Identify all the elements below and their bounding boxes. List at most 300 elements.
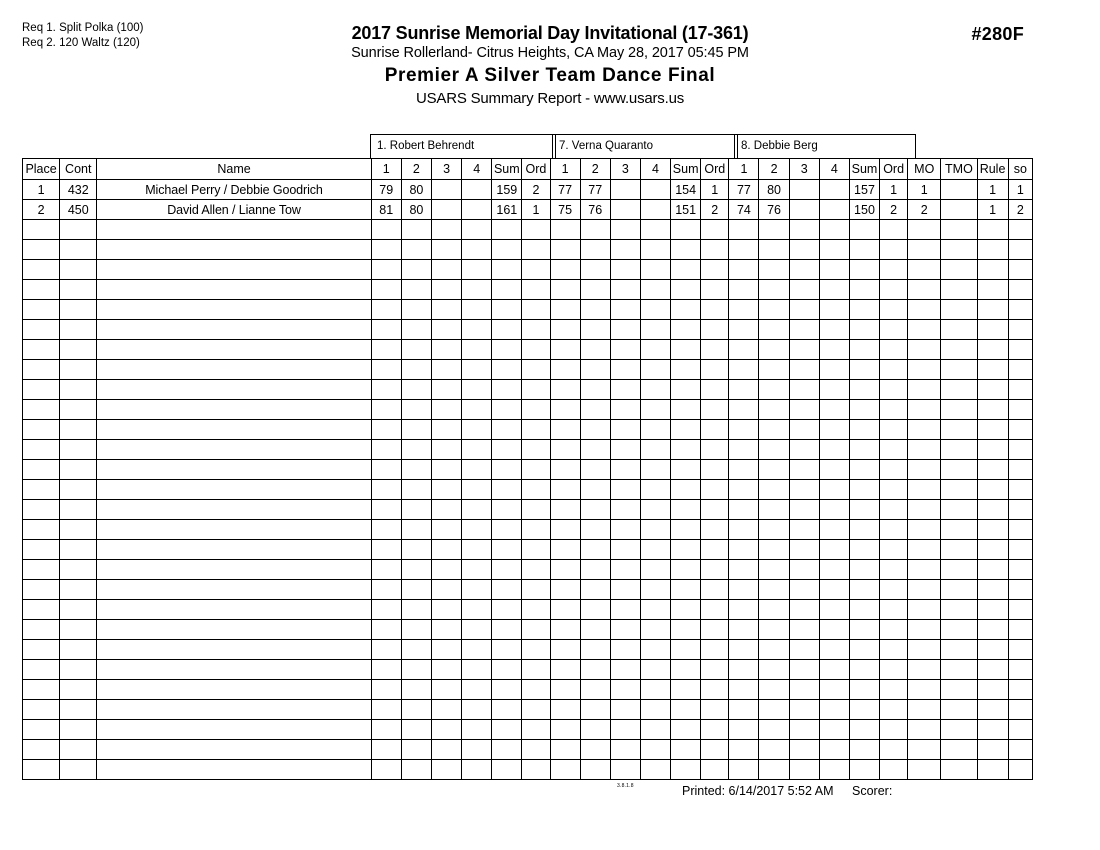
cell-empty[interactable]: [23, 260, 60, 280]
cell-empty[interactable]: [849, 480, 879, 500]
cell-empty[interactable]: [371, 480, 401, 500]
cell-empty[interactable]: [880, 700, 908, 720]
cell-empty[interactable]: [729, 660, 759, 680]
cell-empty[interactable]: [462, 340, 492, 360]
cell-empty[interactable]: [729, 320, 759, 340]
cell-empty[interactable]: [550, 300, 580, 320]
cell-empty[interactable]: [371, 580, 401, 600]
cell-empty[interactable]: [849, 400, 879, 420]
cell-empty[interactable]: [640, 540, 670, 560]
cell-judge1-score-3[interactable]: [431, 200, 461, 220]
cell-empty[interactable]: [371, 300, 401, 320]
cell-empty[interactable]: [640, 360, 670, 380]
cell-empty[interactable]: [908, 760, 941, 780]
cell-empty[interactable]: [371, 660, 401, 680]
cell-empty[interactable]: [880, 280, 908, 300]
cell-empty[interactable]: [977, 240, 1008, 260]
cell-empty[interactable]: [522, 280, 550, 300]
cell-empty[interactable]: [431, 260, 461, 280]
cell-empty[interactable]: [789, 680, 819, 700]
cell-empty[interactable]: [701, 740, 729, 760]
cell-empty[interactable]: [1008, 380, 1032, 400]
cell-empty[interactable]: [908, 280, 941, 300]
cell-empty[interactable]: [789, 580, 819, 600]
cell-empty[interactable]: [431, 400, 461, 420]
cell-empty[interactable]: [610, 560, 640, 580]
cell-empty[interactable]: [729, 720, 759, 740]
cell-empty[interactable]: [640, 460, 670, 480]
cell-empty[interactable]: [522, 620, 550, 640]
cell-judge2-score-1[interactable]: 77: [550, 180, 580, 200]
cell-empty[interactable]: [819, 440, 849, 460]
cell-empty[interactable]: [908, 300, 941, 320]
cell-judge2-score-3[interactable]: [610, 180, 640, 200]
cell-empty[interactable]: [640, 560, 670, 580]
cell-empty[interactable]: [819, 500, 849, 520]
cell-empty[interactable]: [580, 500, 610, 520]
cell-empty[interactable]: [550, 720, 580, 740]
cell-empty[interactable]: [977, 440, 1008, 460]
cell-empty[interactable]: [941, 560, 977, 580]
cell-empty[interactable]: [60, 560, 97, 580]
cell-empty[interactable]: [23, 420, 60, 440]
cell-empty[interactable]: [819, 240, 849, 260]
cell-empty[interactable]: [640, 760, 670, 780]
cell-empty[interactable]: [580, 740, 610, 760]
cell-empty[interactable]: [977, 660, 1008, 680]
cell-empty[interactable]: [23, 760, 60, 780]
cell-empty[interactable]: [1008, 480, 1032, 500]
cell-empty[interactable]: [880, 760, 908, 780]
cell-empty[interactable]: [640, 680, 670, 700]
cell-empty[interactable]: [1008, 740, 1032, 760]
cell-empty[interactable]: [610, 460, 640, 480]
cell-empty[interactable]: [819, 360, 849, 380]
cell-empty[interactable]: [759, 440, 789, 460]
cell-empty[interactable]: [671, 340, 701, 360]
cell-empty[interactable]: [1008, 460, 1032, 480]
cell-empty[interactable]: [522, 600, 550, 620]
cell-empty[interactable]: [401, 440, 431, 460]
cell-empty[interactable]: [819, 660, 849, 680]
cell-empty[interactable]: [819, 580, 849, 600]
cell-judge1-score-2[interactable]: 80: [401, 200, 431, 220]
cell-empty[interactable]: [941, 700, 977, 720]
cell-empty[interactable]: [580, 540, 610, 560]
cell-empty[interactable]: [640, 280, 670, 300]
cell-empty[interactable]: [60, 340, 97, 360]
cell-empty[interactable]: [729, 260, 759, 280]
cell-empty[interactable]: [580, 260, 610, 280]
cell-empty[interactable]: [819, 600, 849, 620]
cell-empty[interactable]: [522, 660, 550, 680]
cell-empty[interactable]: [462, 680, 492, 700]
cell-empty[interactable]: [462, 600, 492, 620]
cell-empty[interactable]: [23, 440, 60, 460]
cell-empty[interactable]: [759, 340, 789, 360]
cell-empty[interactable]: [941, 620, 977, 640]
cell-empty[interactable]: [759, 320, 789, 340]
cell-judge1-score-1[interactable]: 81: [371, 200, 401, 220]
cell-empty[interactable]: [759, 680, 789, 700]
cell-empty[interactable]: [671, 420, 701, 440]
cell-empty[interactable]: [941, 280, 977, 300]
cell-empty[interactable]: [522, 480, 550, 500]
cell-empty[interactable]: [849, 220, 879, 240]
cell-empty[interactable]: [977, 560, 1008, 580]
cell-empty[interactable]: [819, 260, 849, 280]
cell-empty[interactable]: [701, 460, 729, 480]
cell-empty[interactable]: [701, 420, 729, 440]
cell-empty[interactable]: [908, 480, 941, 500]
cell-empty[interactable]: [880, 340, 908, 360]
cell-empty[interactable]: [789, 300, 819, 320]
cell-empty[interactable]: [1008, 440, 1032, 460]
cell-empty[interactable]: [431, 300, 461, 320]
cell-empty[interactable]: [550, 360, 580, 380]
cell-empty[interactable]: [23, 320, 60, 340]
cell-empty[interactable]: [701, 640, 729, 660]
cell-judge1-score-3[interactable]: [431, 180, 461, 200]
cell-empty[interactable]: [880, 620, 908, 640]
cell-empty[interactable]: [401, 240, 431, 260]
cell-empty[interactable]: [880, 420, 908, 440]
cell-empty[interactable]: [640, 220, 670, 240]
cell-empty[interactable]: [729, 500, 759, 520]
cell-empty[interactable]: [462, 460, 492, 480]
cell-empty[interactable]: [23, 220, 60, 240]
cell-empty[interactable]: [610, 280, 640, 300]
cell-empty[interactable]: [1008, 280, 1032, 300]
cell-empty[interactable]: [849, 260, 879, 280]
cell-empty[interactable]: [492, 300, 522, 320]
cell-empty[interactable]: [819, 560, 849, 580]
cell-empty[interactable]: [671, 620, 701, 640]
cell-empty[interactable]: [431, 480, 461, 500]
cell-empty[interactable]: [462, 760, 492, 780]
cell-empty[interactable]: [550, 520, 580, 540]
cell-empty[interactable]: [941, 480, 977, 500]
cell-empty[interactable]: [729, 580, 759, 600]
cell-empty[interactable]: [60, 220, 97, 240]
cell-empty[interactable]: [522, 720, 550, 740]
cell-empty[interactable]: [701, 380, 729, 400]
cell-empty[interactable]: [401, 360, 431, 380]
cell-empty[interactable]: [550, 580, 580, 600]
cell-empty[interactable]: [941, 440, 977, 460]
cell-empty[interactable]: [977, 680, 1008, 700]
cell-empty[interactable]: [941, 320, 977, 340]
cell-empty[interactable]: [462, 640, 492, 660]
cell-empty[interactable]: [941, 500, 977, 520]
cell-empty[interactable]: [401, 660, 431, 680]
cell-empty[interactable]: [880, 560, 908, 580]
cell-judge2-score-1[interactable]: 75: [550, 200, 580, 220]
cell-empty[interactable]: [701, 300, 729, 320]
cell-empty[interactable]: [789, 260, 819, 280]
cell-judge3-score-3[interactable]: [789, 180, 819, 200]
cell-empty[interactable]: [60, 240, 97, 260]
cell-empty[interactable]: [880, 600, 908, 620]
cell-empty[interactable]: [701, 220, 729, 240]
cell-empty[interactable]: [908, 660, 941, 680]
cell-empty[interactable]: [610, 220, 640, 240]
cell-empty[interactable]: [880, 260, 908, 280]
cell-empty[interactable]: [60, 600, 97, 620]
cell-empty[interactable]: [908, 500, 941, 520]
cell-empty[interactable]: [880, 480, 908, 500]
cell-empty[interactable]: [23, 620, 60, 640]
cell-empty[interactable]: [849, 660, 879, 680]
cell-empty[interactable]: [97, 680, 371, 700]
cell-empty[interactable]: [880, 540, 908, 560]
cell-empty[interactable]: [371, 680, 401, 700]
cell-empty[interactable]: [492, 700, 522, 720]
cell-empty[interactable]: [640, 500, 670, 520]
cell-empty[interactable]: [431, 240, 461, 260]
cell-empty[interactable]: [671, 720, 701, 740]
cell-empty[interactable]: [819, 620, 849, 640]
cell-empty[interactable]: [610, 620, 640, 640]
cell-empty[interactable]: [977, 360, 1008, 380]
cell-empty[interactable]: [908, 380, 941, 400]
cell-judge2-score-2[interactable]: 77: [580, 180, 610, 200]
cell-empty[interactable]: [849, 700, 879, 720]
cell-empty[interactable]: [977, 380, 1008, 400]
cell-empty[interactable]: [23, 720, 60, 740]
cell-empty[interactable]: [462, 420, 492, 440]
cell-empty[interactable]: [1008, 660, 1032, 680]
cell-empty[interactable]: [371, 500, 401, 520]
cell-empty[interactable]: [977, 760, 1008, 780]
cell-empty[interactable]: [849, 580, 879, 600]
cell-empty[interactable]: [849, 360, 879, 380]
cell-empty[interactable]: [819, 220, 849, 240]
cell-empty[interactable]: [880, 500, 908, 520]
cell-empty[interactable]: [23, 520, 60, 540]
cell-empty[interactable]: [729, 620, 759, 640]
cell-empty[interactable]: [908, 460, 941, 480]
cell-empty[interactable]: [610, 660, 640, 680]
cell-empty[interactable]: [1008, 720, 1032, 740]
cell-empty[interactable]: [97, 400, 371, 420]
cell-empty[interactable]: [880, 720, 908, 740]
cell-empty[interactable]: [371, 320, 401, 340]
cell-empty[interactable]: [729, 560, 759, 580]
cell-empty[interactable]: [401, 580, 431, 600]
cell-empty[interactable]: [941, 340, 977, 360]
cell-empty[interactable]: [880, 400, 908, 420]
cell-empty[interactable]: [1008, 500, 1032, 520]
cell-empty[interactable]: [729, 220, 759, 240]
cell-empty[interactable]: [97, 720, 371, 740]
cell-empty[interactable]: [431, 660, 461, 680]
cell-empty[interactable]: [908, 720, 941, 740]
cell-empty[interactable]: [97, 220, 371, 240]
cell-empty[interactable]: [819, 680, 849, 700]
cell-empty[interactable]: [880, 680, 908, 700]
cell-empty[interactable]: [522, 420, 550, 440]
cell-judge3-score-4[interactable]: [819, 180, 849, 200]
cell-empty[interactable]: [431, 540, 461, 560]
cell-empty[interactable]: [977, 700, 1008, 720]
cell-empty[interactable]: [550, 320, 580, 340]
cell-empty[interactable]: [701, 480, 729, 500]
cell-empty[interactable]: [522, 340, 550, 360]
cell-empty[interactable]: [401, 720, 431, 740]
cell-empty[interactable]: [492, 620, 522, 640]
cell-empty[interactable]: [671, 380, 701, 400]
cell-empty[interactable]: [701, 440, 729, 460]
cell-empty[interactable]: [977, 420, 1008, 440]
cell-empty[interactable]: [671, 640, 701, 660]
cell-empty[interactable]: [789, 480, 819, 500]
cell-empty[interactable]: [729, 360, 759, 380]
cell-empty[interactable]: [701, 320, 729, 340]
cell-empty[interactable]: [671, 440, 701, 460]
cell-empty[interactable]: [908, 680, 941, 700]
cell-empty[interactable]: [759, 700, 789, 720]
cell-empty[interactable]: [371, 380, 401, 400]
cell-empty[interactable]: [401, 280, 431, 300]
cell-empty[interactable]: [729, 740, 759, 760]
cell-empty[interactable]: [431, 500, 461, 520]
cell-empty[interactable]: [97, 340, 371, 360]
cell-empty[interactable]: [580, 620, 610, 640]
cell-empty[interactable]: [789, 560, 819, 580]
cell-empty[interactable]: [819, 340, 849, 360]
cell-empty[interactable]: [977, 600, 1008, 620]
cell-empty[interactable]: [977, 620, 1008, 640]
cell-empty[interactable]: [522, 580, 550, 600]
cell-empty[interactable]: [759, 580, 789, 600]
cell-empty[interactable]: [550, 560, 580, 580]
cell-judge2-score-3[interactable]: [610, 200, 640, 220]
cell-empty[interactable]: [671, 240, 701, 260]
cell-empty[interactable]: [580, 280, 610, 300]
cell-empty[interactable]: [1008, 320, 1032, 340]
cell-empty[interactable]: [462, 380, 492, 400]
cell-empty[interactable]: [462, 520, 492, 540]
cell-empty[interactable]: [729, 380, 759, 400]
cell-empty[interactable]: [401, 520, 431, 540]
cell-empty[interactable]: [671, 260, 701, 280]
cell-empty[interactable]: [401, 400, 431, 420]
cell-empty[interactable]: [789, 740, 819, 760]
cell-empty[interactable]: [729, 600, 759, 620]
cell-empty[interactable]: [492, 680, 522, 700]
cell-empty[interactable]: [729, 400, 759, 420]
cell-empty[interactable]: [431, 740, 461, 760]
cell-empty[interactable]: [23, 580, 60, 600]
cell-empty[interactable]: [60, 480, 97, 500]
cell-empty[interactable]: [23, 680, 60, 700]
cell-empty[interactable]: [401, 300, 431, 320]
cell-empty[interactable]: [23, 360, 60, 380]
cell-empty[interactable]: [550, 540, 580, 560]
cell-empty[interactable]: [60, 540, 97, 560]
cell-empty[interactable]: [640, 320, 670, 340]
cell-empty[interactable]: [580, 460, 610, 480]
cell-judge3-score-1[interactable]: 74: [729, 200, 759, 220]
cell-empty[interactable]: [462, 400, 492, 420]
cell-judge1-score-4[interactable]: [462, 180, 492, 200]
cell-empty[interactable]: [580, 480, 610, 500]
cell-empty[interactable]: [60, 400, 97, 420]
cell-empty[interactable]: [671, 460, 701, 480]
cell-empty[interactable]: [522, 240, 550, 260]
cell-empty[interactable]: [849, 740, 879, 760]
cell-judge3-score-2[interactable]: 76: [759, 200, 789, 220]
cell-empty[interactable]: [1008, 560, 1032, 580]
cell-empty[interactable]: [492, 720, 522, 740]
cell-empty[interactable]: [880, 300, 908, 320]
cell-empty[interactable]: [849, 540, 879, 560]
cell-empty[interactable]: [941, 660, 977, 680]
cell-empty[interactable]: [371, 760, 401, 780]
cell-empty[interactable]: [401, 620, 431, 640]
cell-empty[interactable]: [492, 520, 522, 540]
cell-empty[interactable]: [522, 680, 550, 700]
cell-empty[interactable]: [701, 540, 729, 560]
cell-empty[interactable]: [431, 580, 461, 600]
cell-empty[interactable]: [462, 320, 492, 340]
cell-empty[interactable]: [462, 220, 492, 240]
cell-empty[interactable]: [401, 420, 431, 440]
cell-empty[interactable]: [60, 640, 97, 660]
cell-empty[interactable]: [880, 380, 908, 400]
cell-empty[interactable]: [789, 360, 819, 380]
cell-empty[interactable]: [492, 540, 522, 560]
cell-empty[interactable]: [908, 360, 941, 380]
cell-empty[interactable]: [908, 640, 941, 660]
cell-empty[interactable]: [550, 500, 580, 520]
cell-empty[interactable]: [759, 720, 789, 740]
cell-empty[interactable]: [701, 520, 729, 540]
cell-empty[interactable]: [23, 640, 60, 660]
cell-empty[interactable]: [880, 240, 908, 260]
cell-judge1-score-4[interactable]: [462, 200, 492, 220]
cell-empty[interactable]: [671, 320, 701, 340]
cell-empty[interactable]: [431, 760, 461, 780]
cell-empty[interactable]: [23, 400, 60, 420]
cell-empty[interactable]: [431, 220, 461, 240]
cell-empty[interactable]: [941, 460, 977, 480]
cell-empty[interactable]: [492, 560, 522, 580]
cell-empty[interactable]: [610, 320, 640, 340]
cell-empty[interactable]: [908, 540, 941, 560]
cell-empty[interactable]: [941, 680, 977, 700]
cell-empty[interactable]: [671, 400, 701, 420]
cell-empty[interactable]: [610, 400, 640, 420]
cell-empty[interactable]: [789, 460, 819, 480]
cell-empty[interactable]: [789, 540, 819, 560]
cell-empty[interactable]: [671, 360, 701, 380]
cell-empty[interactable]: [819, 400, 849, 420]
cell-empty[interactable]: [789, 440, 819, 460]
cell-empty[interactable]: [640, 380, 670, 400]
cell-empty[interactable]: [610, 720, 640, 740]
cell-empty[interactable]: [431, 520, 461, 540]
cell-empty[interactable]: [60, 620, 97, 640]
cell-empty[interactable]: [610, 380, 640, 400]
cell-empty[interactable]: [789, 520, 819, 540]
cell-empty[interactable]: [462, 240, 492, 260]
cell-empty[interactable]: [789, 620, 819, 640]
cell-empty[interactable]: [759, 400, 789, 420]
cell-empty[interactable]: [729, 240, 759, 260]
cell-empty[interactable]: [550, 480, 580, 500]
